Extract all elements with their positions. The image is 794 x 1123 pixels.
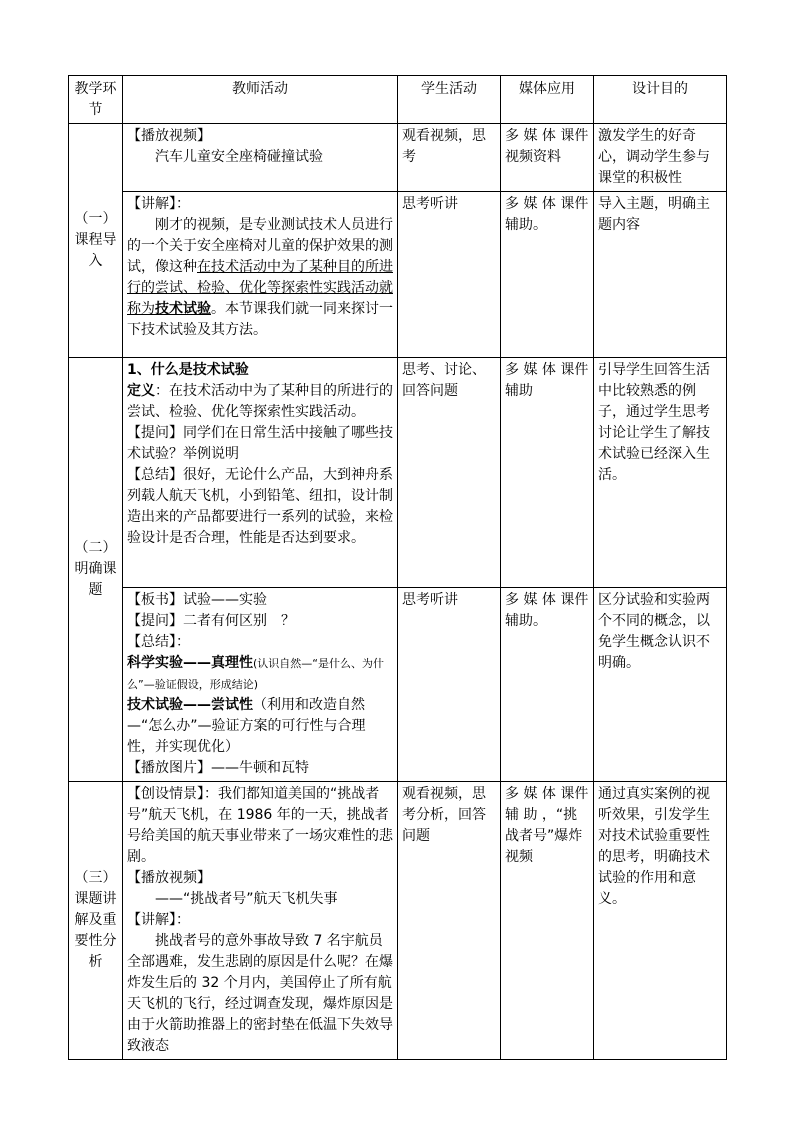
header-media: 媒体应用	[501, 76, 594, 124]
media-cell	[501, 124, 594, 192]
video-title: ——“挑战者号”航天飞机失事	[155, 891, 338, 907]
definition-text: ：在技术活动中为了某种目的所进行的尝试、检验、优化等探索性实践活动。	[127, 383, 393, 420]
summary-text: 【总结】：	[127, 634, 190, 650]
board-text: 【板书】试验——实验	[127, 592, 267, 608]
purpose-cell: 引导学生回答生活中比较熟悉的例子，通过学生思考讨论让学生了解技术试验已经深入生活。	[594, 358, 727, 588]
lecture-text-part: 。本节课我们就一同来探讨一下技术试验及其方法。	[127, 301, 393, 338]
teacher-cell	[123, 782, 398, 1060]
science-note: (认识自然—“是什么、为什么”—验证假设，形成结论)	[127, 657, 384, 691]
lecture-text-part: 刚才的视频，是专业测试技术人员进行的一个关于安全座椅对儿童的保护效果的测试，像这种	[127, 217, 393, 275]
media-line: 多 媒 体 课件	[505, 128, 589, 144]
header-teacher-activity: 教师活动	[123, 76, 398, 124]
media-line: 视频资料	[505, 149, 561, 165]
science-experiment	[127, 653, 393, 695]
media-cell: 多 媒 体 课件辅助。	[501, 588, 594, 782]
table-row	[69, 192, 727, 358]
video-title: 汽车儿童安全座椅碰撞试验	[155, 149, 323, 165]
stage-cell-analysis: （三）课题讲解及重要性分析	[69, 782, 123, 1060]
table-row	[69, 124, 727, 192]
student-cell: 观看视频，思考分析，回答问题	[398, 782, 501, 1060]
question-text: 【提问】同学们在日常生活中接触了哪些技术试验？举例说明	[127, 425, 393, 462]
definition-label: 定义	[127, 383, 155, 399]
table-header-row	[69, 76, 727, 124]
technical-test	[127, 695, 393, 758]
teacher-cell	[123, 192, 398, 358]
lecture-tag: 【讲解】：	[127, 912, 190, 928]
stage-cell-topic: （二）明确课题	[69, 358, 123, 782]
teacher-cell	[123, 588, 398, 782]
technical-term: 技术试验——尝试性	[127, 697, 253, 713]
student-cell: 观看视频，思考	[398, 124, 501, 192]
purpose-cell: 导入主题，明确主题内容	[594, 192, 727, 358]
table-row	[69, 782, 727, 1060]
media-cell: 多 媒 体 课件 辅 助 ，“挑战者号”爆炸视频	[501, 782, 594, 1060]
teacher-cell	[123, 358, 398, 588]
header-stage: 教学环节	[69, 76, 123, 124]
purpose-cell: 通过真实案例的视听效果，引发学生对技术试验重要性的思考，明确技术试验的作用和意义。	[594, 782, 727, 1060]
media-cell: 多 媒 体 课件辅助。	[501, 192, 594, 358]
summary-text: 【总结】很好，无论什么产品，大到神舟系列载人航天飞机，小到铅笔、纽扣，设计制造出来的产品都要进行一系列的试验，来检验设计是否合理，性能是否达到要求。	[127, 467, 393, 546]
scene-text: 【创设情景】：我们都知道美国的“挑战者号”航天飞机，在 1986 年的一天，挑战者号给美国的航天事业带来了一场灾难性的悲剧。	[127, 786, 393, 865]
technical-note: （利用和改造自然—“怎么办”—验证方案的可行性与合理性，并实现优化）	[127, 697, 366, 755]
lecture-tag: 【讲解】：	[127, 196, 190, 212]
table-row	[69, 588, 727, 782]
header-purpose: 设计目的	[594, 76, 727, 124]
student-cell: 思考听讲	[398, 192, 501, 358]
stage-cell-intro: （一）课程导入	[69, 124, 123, 358]
video-tag: 【播放视频】	[127, 870, 211, 886]
lecture-text: 挑战者号的意外事故导致 7 名宇航员全部遇难，发生悲剧的原因是什么呢？在爆炸发生后的 32 个月内，美国停止了所有航天飞机的飞行，经过调查发现，爆炸原因是由于火箭助推器上的密封垫在低温下失效导致液态	[127, 933, 393, 1054]
purpose-cell: 区分试验和实验两个不同的概念，以免学生概念认识不明确。	[594, 588, 727, 782]
teacher-cell	[123, 124, 398, 192]
media-cell: 多 媒 体 课件辅助	[501, 358, 594, 588]
purpose-cell: 激发学生的好奇心，调动学生参与课堂的积极性	[594, 124, 727, 192]
section-heading: 1、什么是技术试验	[127, 362, 249, 378]
definition-underline: 在技术活动中为了某种目的所进行的尝试、检验、优化等探索性实践活动就称为	[127, 259, 393, 317]
term-technical-test: 技术试验	[155, 301, 211, 317]
lecture-text	[127, 215, 393, 341]
question-text: 【提问】二者有何区别 ？	[127, 613, 295, 629]
science-term: 科学实验——真理性	[127, 655, 253, 671]
student-cell: 思考、讨论、回答问题	[398, 358, 501, 588]
lesson-plan-table	[68, 75, 727, 1060]
student-cell: 思考听讲	[398, 588, 501, 782]
header-student-activity: 学生活动	[398, 76, 501, 124]
table-row	[69, 358, 727, 588]
picture-text: 【播放图片】——牛顿和瓦特	[127, 760, 309, 776]
video-tag: 【播放视频】	[127, 128, 211, 144]
definition	[127, 381, 393, 423]
